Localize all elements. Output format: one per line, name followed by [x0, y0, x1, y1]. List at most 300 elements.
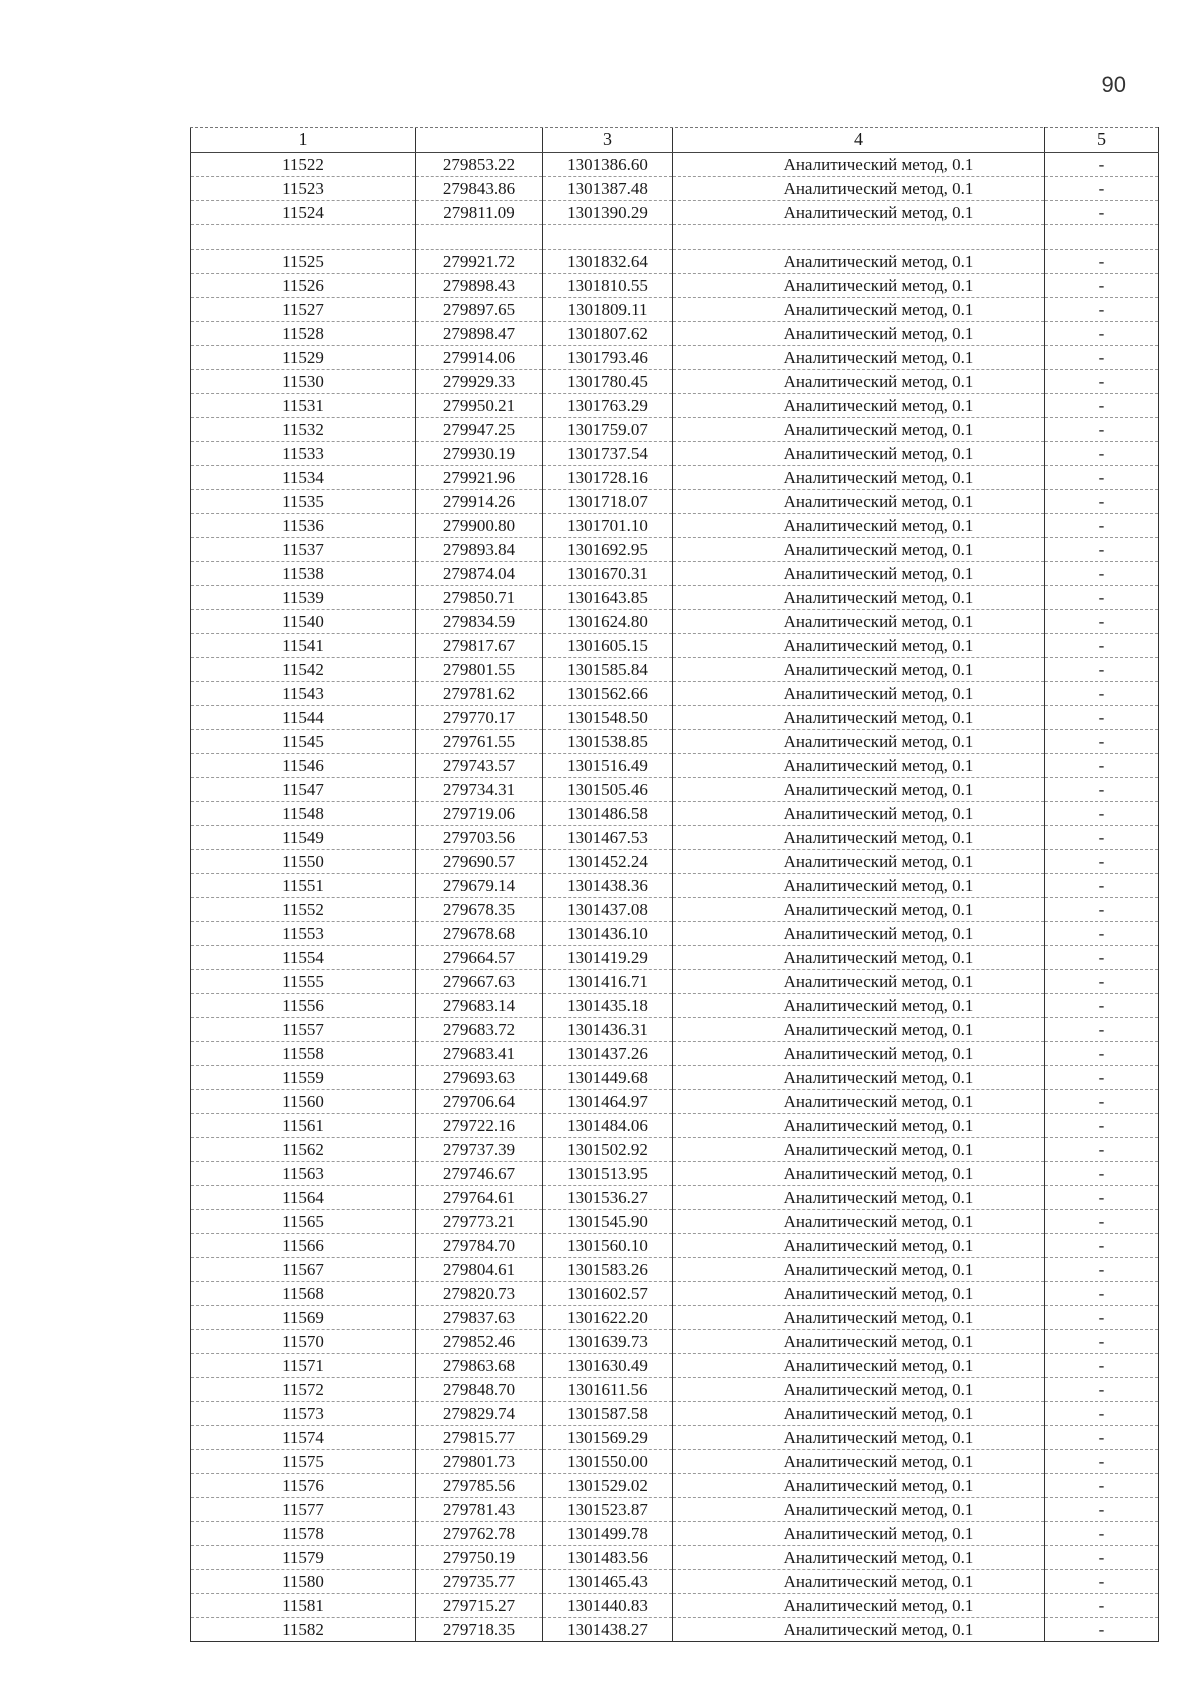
y-coordinate-cell: 1301484.06 — [543, 1114, 673, 1138]
column-5-cell: - — [1045, 1234, 1159, 1258]
method-cell: Аналитический метод, 0.1 — [673, 826, 1045, 850]
point-number-cell: 11565 — [191, 1210, 416, 1234]
y-coordinate-cell: 1301499.78 — [543, 1522, 673, 1546]
column-5-cell: - — [1045, 514, 1159, 538]
column-5-cell: - — [1045, 682, 1159, 706]
x-coordinate-cell: 279893.84 — [416, 538, 543, 562]
point-number-cell: 11560 — [191, 1090, 416, 1114]
y-coordinate-cell: 1301513.95 — [543, 1162, 673, 1186]
table-row — [191, 946, 1159, 970]
point-number-cell: 11575 — [191, 1450, 416, 1474]
method-cell: Аналитический метод, 0.1 — [673, 1498, 1045, 1522]
table-row — [191, 1234, 1159, 1258]
method-cell: Аналитический метод, 0.1 — [673, 346, 1045, 370]
table-row — [191, 1498, 1159, 1522]
table-row — [191, 826, 1159, 850]
method-cell: Аналитический метод, 0.1 — [673, 946, 1045, 970]
x-coordinate-cell: 279750.19 — [416, 1546, 543, 1570]
x-coordinate-cell: 279837.63 — [416, 1306, 543, 1330]
table-row — [191, 1426, 1159, 1450]
x-coordinate-cell: 279897.65 — [416, 298, 543, 322]
column-5-cell: - — [1045, 1114, 1159, 1138]
method-cell: Аналитический метод, 0.1 — [673, 1018, 1045, 1042]
column-header-2 — [416, 127, 543, 153]
column-5-cell: - — [1045, 322, 1159, 346]
method-cell: Аналитический метод, 0.1 — [673, 466, 1045, 490]
column-5-cell: - — [1045, 1330, 1159, 1354]
x-coordinate-cell: 279773.21 — [416, 1210, 543, 1234]
table-row — [191, 970, 1159, 994]
column-5-cell: - — [1045, 562, 1159, 586]
y-coordinate-cell: 1301440.83 — [543, 1594, 673, 1618]
column-5-cell: - — [1045, 1378, 1159, 1402]
column-5-cell: - — [1045, 898, 1159, 922]
table-row — [191, 1138, 1159, 1162]
method-cell: Аналитический метод, 0.1 — [673, 898, 1045, 922]
table-row — [191, 1186, 1159, 1210]
point-number-cell: 11523 — [191, 177, 416, 201]
column-5-cell: - — [1045, 610, 1159, 634]
y-coordinate-cell: 1301611.56 — [543, 1378, 673, 1402]
y-coordinate-cell: 1301587.58 — [543, 1402, 673, 1426]
y-coordinate-cell: 1301583.26 — [543, 1258, 673, 1282]
method-cell: Аналитический метод, 0.1 — [673, 1090, 1045, 1114]
column-5-cell: - — [1045, 538, 1159, 562]
column-5-cell: - — [1045, 1594, 1159, 1618]
point-number-cell: 11542 — [191, 658, 416, 682]
column-5-cell: - — [1045, 370, 1159, 394]
y-coordinate-cell: 1301605.15 — [543, 634, 673, 658]
point-number-cell: 11538 — [191, 562, 416, 586]
method-cell: Аналитический метод, 0.1 — [673, 1210, 1045, 1234]
column-5-cell: - — [1045, 874, 1159, 898]
table-row — [191, 850, 1159, 874]
table-row — [191, 898, 1159, 922]
x-coordinate-cell: 279874.04 — [416, 562, 543, 586]
x-coordinate-cell: 279784.70 — [416, 1234, 543, 1258]
y-coordinate-cell: 1301464.97 — [543, 1090, 673, 1114]
y-coordinate-cell: 1301505.46 — [543, 778, 673, 802]
y-coordinate-cell: 1301438.36 — [543, 874, 673, 898]
point-number-cell: 11522 — [191, 153, 416, 177]
table-row — [191, 922, 1159, 946]
point-number-cell: 11533 — [191, 442, 416, 466]
point-number-cell: 11532 — [191, 418, 416, 442]
table-row — [191, 1594, 1159, 1618]
x-coordinate-cell: 279801.55 — [416, 658, 543, 682]
point-number-cell: 11529 — [191, 346, 416, 370]
method-cell: Аналитический метод, 0.1 — [673, 538, 1045, 562]
x-coordinate-cell: 279853.22 — [416, 153, 543, 177]
method-cell: Аналитический метод, 0.1 — [673, 1378, 1045, 1402]
table-row — [191, 1522, 1159, 1546]
x-coordinate-cell: 279693.63 — [416, 1066, 543, 1090]
column-5-cell: - — [1045, 177, 1159, 201]
table-row — [191, 1354, 1159, 1378]
column-5-cell: - — [1045, 1354, 1159, 1378]
point-number-cell: 11545 — [191, 730, 416, 754]
table-row — [191, 418, 1159, 442]
x-coordinate-cell: 279667.63 — [416, 970, 543, 994]
method-cell: Аналитический метод, 0.1 — [673, 1162, 1045, 1186]
method-cell: Аналитический метод, 0.1 — [673, 177, 1045, 201]
method-cell: Аналитический метод, 0.1 — [673, 586, 1045, 610]
method-cell: Аналитический метод, 0.1 — [673, 1306, 1045, 1330]
column-5-cell: - — [1045, 730, 1159, 754]
table-row — [191, 562, 1159, 586]
coordinates-table-container — [190, 127, 1158, 1642]
table-row — [191, 1402, 1159, 1426]
point-number-cell: 11548 — [191, 802, 416, 826]
y-coordinate-cell: 1301793.46 — [543, 346, 673, 370]
table-row — [191, 1306, 1159, 1330]
column-5-cell: - — [1045, 490, 1159, 514]
y-coordinate-cell: 1301483.56 — [543, 1546, 673, 1570]
y-coordinate-cell: 1301622.20 — [543, 1306, 673, 1330]
point-number-cell: 11558 — [191, 1042, 416, 1066]
method-cell: Аналитический метод, 0.1 — [673, 1042, 1045, 1066]
table-row — [191, 490, 1159, 514]
point-number-cell: 11563 — [191, 1162, 416, 1186]
x-coordinate-cell: 279683.14 — [416, 994, 543, 1018]
column-5-cell: - — [1045, 418, 1159, 442]
method-cell: Аналитический метод, 0.1 — [673, 1402, 1045, 1426]
y-coordinate-cell: 1301545.90 — [543, 1210, 673, 1234]
y-coordinate-cell: 1301728.16 — [543, 466, 673, 490]
point-number-cell: 11581 — [191, 1594, 416, 1618]
point-number-cell: 11580 — [191, 1570, 416, 1594]
method-cell: Аналитический метод, 0.1 — [673, 562, 1045, 586]
y-coordinate-cell: 1301390.29 — [543, 201, 673, 225]
column-header-5: 5 — [1045, 127, 1159, 153]
method-cell: Аналитический метод, 0.1 — [673, 1258, 1045, 1282]
column-5-cell: - — [1045, 946, 1159, 970]
y-coordinate-cell: 1301416.71 — [543, 970, 673, 994]
point-number-cell: 11554 — [191, 946, 416, 970]
x-coordinate-cell: 279914.26 — [416, 490, 543, 514]
y-coordinate-cell: 1301807.62 — [543, 322, 673, 346]
x-coordinate-cell: 279743.57 — [416, 754, 543, 778]
column-5-cell: - — [1045, 802, 1159, 826]
point-number-cell: 11530 — [191, 370, 416, 394]
x-coordinate-cell: 279722.16 — [416, 1114, 543, 1138]
table-row — [191, 538, 1159, 562]
y-coordinate-cell: 1301516.49 — [543, 754, 673, 778]
method-cell: Аналитический метод, 0.1 — [673, 922, 1045, 946]
table-row — [191, 1042, 1159, 1066]
method-cell: Аналитический метод, 0.1 — [673, 201, 1045, 225]
x-coordinate-cell: 279781.43 — [416, 1498, 543, 1522]
y-coordinate-cell: 1301529.02 — [543, 1474, 673, 1498]
method-cell: Аналитический метод, 0.1 — [673, 153, 1045, 177]
method-cell: Аналитический метод, 0.1 — [673, 1570, 1045, 1594]
y-coordinate-cell: 1301701.10 — [543, 514, 673, 538]
column-5-cell: - — [1045, 1426, 1159, 1450]
table-row — [191, 1282, 1159, 1306]
method-cell: Аналитический метод, 0.1 — [673, 1282, 1045, 1306]
method-cell: Аналитический метод, 0.1 — [673, 370, 1045, 394]
x-coordinate-cell: 279898.43 — [416, 274, 543, 298]
table-row — [191, 682, 1159, 706]
group-separator-row — [191, 225, 1159, 250]
y-coordinate-cell: 1301465.43 — [543, 1570, 673, 1594]
coordinates-table — [190, 127, 1159, 1642]
y-coordinate-cell: 1301809.11 — [543, 298, 673, 322]
method-cell: Аналитический метод, 0.1 — [673, 1234, 1045, 1258]
x-coordinate-cell: 279811.09 — [416, 201, 543, 225]
x-coordinate-cell: 279762.78 — [416, 1522, 543, 1546]
table-row — [191, 1210, 1159, 1234]
point-number-cell: 11551 — [191, 874, 416, 898]
column-5-cell: - — [1045, 442, 1159, 466]
point-number-cell: 11526 — [191, 274, 416, 298]
point-number-cell: 11527 — [191, 298, 416, 322]
method-cell: Аналитический метод, 0.1 — [673, 1450, 1045, 1474]
table-row — [191, 250, 1159, 274]
column-5-cell: - — [1045, 706, 1159, 730]
column-5-cell: - — [1045, 658, 1159, 682]
table-body — [191, 127, 1159, 1642]
table-row — [191, 586, 1159, 610]
table-row — [191, 394, 1159, 418]
table-row — [191, 442, 1159, 466]
y-coordinate-cell: 1301780.45 — [543, 370, 673, 394]
y-coordinate-cell: 1301692.95 — [543, 538, 673, 562]
point-number-cell: 11556 — [191, 994, 416, 1018]
x-coordinate-cell: 279921.96 — [416, 466, 543, 490]
point-number-cell: 11536 — [191, 514, 416, 538]
column-5-cell: - — [1045, 754, 1159, 778]
method-cell: Аналитический метод, 0.1 — [673, 778, 1045, 802]
y-coordinate-cell: 1301630.49 — [543, 1354, 673, 1378]
point-number-cell: 11566 — [191, 1234, 416, 1258]
column-5-cell: - — [1045, 394, 1159, 418]
table-row — [191, 1162, 1159, 1186]
column-5-cell: - — [1045, 1186, 1159, 1210]
y-coordinate-cell: 1301538.85 — [543, 730, 673, 754]
table-row — [191, 153, 1159, 177]
table-row — [191, 466, 1159, 490]
column-5-cell: - — [1045, 1618, 1159, 1642]
y-coordinate-cell: 1301436.31 — [543, 1018, 673, 1042]
empty-cell — [1045, 225, 1159, 250]
method-cell: Аналитический метод, 0.1 — [673, 802, 1045, 826]
column-5-cell: - — [1045, 1018, 1159, 1042]
x-coordinate-cell: 279820.73 — [416, 1282, 543, 1306]
table-row — [191, 1066, 1159, 1090]
table-row — [191, 514, 1159, 538]
column-5-cell: - — [1045, 1570, 1159, 1594]
column-5-cell: - — [1045, 1402, 1159, 1426]
y-coordinate-cell: 1301585.84 — [543, 658, 673, 682]
table-row — [191, 1258, 1159, 1282]
table-row — [191, 346, 1159, 370]
x-coordinate-cell: 279898.47 — [416, 322, 543, 346]
method-cell: Аналитический метод, 0.1 — [673, 1618, 1045, 1642]
table-row — [191, 1546, 1159, 1570]
x-coordinate-cell: 279678.68 — [416, 922, 543, 946]
table-row — [191, 874, 1159, 898]
y-coordinate-cell: 1301437.08 — [543, 898, 673, 922]
x-coordinate-cell: 279703.56 — [416, 826, 543, 850]
column-5-cell: - — [1045, 826, 1159, 850]
column-5-cell: - — [1045, 201, 1159, 225]
y-coordinate-cell: 1301523.87 — [543, 1498, 673, 1522]
y-coordinate-cell: 1301452.24 — [543, 850, 673, 874]
x-coordinate-cell: 279850.71 — [416, 586, 543, 610]
x-coordinate-cell: 279950.21 — [416, 394, 543, 418]
method-cell: Аналитический метод, 0.1 — [673, 658, 1045, 682]
point-number-cell: 11557 — [191, 1018, 416, 1042]
column-5-cell: - — [1045, 1090, 1159, 1114]
point-number-cell: 11549 — [191, 826, 416, 850]
point-number-cell: 11561 — [191, 1114, 416, 1138]
column-5-cell: - — [1045, 778, 1159, 802]
method-cell: Аналитический метод, 0.1 — [673, 874, 1045, 898]
x-coordinate-cell: 279735.77 — [416, 1570, 543, 1594]
x-coordinate-cell: 279930.19 — [416, 442, 543, 466]
column-5-cell: - — [1045, 1138, 1159, 1162]
point-number-cell: 11569 — [191, 1306, 416, 1330]
method-cell: Аналитический метод, 0.1 — [673, 442, 1045, 466]
x-coordinate-cell: 279679.14 — [416, 874, 543, 898]
x-coordinate-cell: 279746.67 — [416, 1162, 543, 1186]
method-cell: Аналитический метод, 0.1 — [673, 1546, 1045, 1570]
table-row — [191, 1090, 1159, 1114]
point-number-cell: 11544 — [191, 706, 416, 730]
empty-cell — [191, 225, 416, 250]
x-coordinate-cell: 279815.77 — [416, 1426, 543, 1450]
y-coordinate-cell: 1301437.26 — [543, 1042, 673, 1066]
column-5-cell: - — [1045, 1210, 1159, 1234]
point-number-cell: 11562 — [191, 1138, 416, 1162]
method-cell: Аналитический метод, 0.1 — [673, 1474, 1045, 1498]
method-cell: Аналитический метод, 0.1 — [673, 490, 1045, 514]
x-coordinate-cell: 279914.06 — [416, 346, 543, 370]
point-number-cell: 11525 — [191, 250, 416, 274]
y-coordinate-cell: 1301536.27 — [543, 1186, 673, 1210]
method-cell: Аналитический метод, 0.1 — [673, 394, 1045, 418]
y-coordinate-cell: 1301560.10 — [543, 1234, 673, 1258]
table-row — [191, 1450, 1159, 1474]
point-number-cell: 11543 — [191, 682, 416, 706]
y-coordinate-cell: 1301624.80 — [543, 610, 673, 634]
table-row — [191, 201, 1159, 225]
point-number-cell: 11539 — [191, 586, 416, 610]
point-number-cell: 11559 — [191, 1066, 416, 1090]
method-cell: Аналитический метод, 0.1 — [673, 754, 1045, 778]
y-coordinate-cell: 1301810.55 — [543, 274, 673, 298]
table-row — [191, 634, 1159, 658]
method-cell: Аналитический метод, 0.1 — [673, 730, 1045, 754]
method-cell: Аналитический метод, 0.1 — [673, 274, 1045, 298]
column-5-cell: - — [1045, 586, 1159, 610]
column-header-3: 3 — [543, 127, 673, 153]
x-coordinate-cell: 279921.72 — [416, 250, 543, 274]
column-5-cell: - — [1045, 1546, 1159, 1570]
column-5-cell: - — [1045, 1258, 1159, 1282]
table-row — [191, 274, 1159, 298]
x-coordinate-cell: 279683.72 — [416, 1018, 543, 1042]
y-coordinate-cell: 1301387.48 — [543, 177, 673, 201]
point-number-cell: 11567 — [191, 1258, 416, 1282]
x-coordinate-cell: 279690.57 — [416, 850, 543, 874]
point-number-cell: 11550 — [191, 850, 416, 874]
point-number-cell: 11576 — [191, 1474, 416, 1498]
x-coordinate-cell: 279900.80 — [416, 514, 543, 538]
column-5-cell: - — [1045, 1162, 1159, 1186]
x-coordinate-cell: 279664.57 — [416, 946, 543, 970]
method-cell: Аналитический метод, 0.1 — [673, 850, 1045, 874]
table-row — [191, 754, 1159, 778]
x-coordinate-cell: 279770.17 — [416, 706, 543, 730]
point-number-cell: 11572 — [191, 1378, 416, 1402]
x-coordinate-cell: 279929.33 — [416, 370, 543, 394]
column-header-1: 1 — [191, 127, 416, 153]
point-number-cell: 11553 — [191, 922, 416, 946]
table-row — [191, 610, 1159, 634]
table-row — [191, 1474, 1159, 1498]
method-cell: Аналитический метод, 0.1 — [673, 994, 1045, 1018]
table-row — [191, 802, 1159, 826]
column-5-cell: - — [1045, 274, 1159, 298]
y-coordinate-cell: 1301467.53 — [543, 826, 673, 850]
point-number-cell: 11564 — [191, 1186, 416, 1210]
column-5-cell: - — [1045, 250, 1159, 274]
y-coordinate-cell: 1301435.18 — [543, 994, 673, 1018]
y-coordinate-cell: 1301832.64 — [543, 250, 673, 274]
x-coordinate-cell: 279804.61 — [416, 1258, 543, 1282]
point-number-cell: 11546 — [191, 754, 416, 778]
table-row — [191, 1114, 1159, 1138]
x-coordinate-cell: 279817.67 — [416, 634, 543, 658]
point-number-cell: 11528 — [191, 322, 416, 346]
column-5-cell: - — [1045, 1450, 1159, 1474]
point-number-cell: 11552 — [191, 898, 416, 922]
y-coordinate-cell: 1301550.00 — [543, 1450, 673, 1474]
y-coordinate-cell: 1301502.92 — [543, 1138, 673, 1162]
point-number-cell: 11537 — [191, 538, 416, 562]
table-row — [191, 658, 1159, 682]
method-cell: Аналитический метод, 0.1 — [673, 706, 1045, 730]
x-coordinate-cell: 279706.64 — [416, 1090, 543, 1114]
column-5-cell: - — [1045, 994, 1159, 1018]
method-cell: Аналитический метод, 0.1 — [673, 514, 1045, 538]
y-coordinate-cell: 1301562.66 — [543, 682, 673, 706]
x-coordinate-cell: 279848.70 — [416, 1378, 543, 1402]
point-number-cell: 11579 — [191, 1546, 416, 1570]
empty-cell — [673, 225, 1045, 250]
column-5-cell: - — [1045, 466, 1159, 490]
table-row — [191, 177, 1159, 201]
page-number: 90 — [1101, 72, 1126, 97]
table-row — [191, 994, 1159, 1018]
y-coordinate-cell: 1301386.60 — [543, 153, 673, 177]
method-cell: Аналитический метод, 0.1 — [673, 1138, 1045, 1162]
y-coordinate-cell: 1301436.10 — [543, 922, 673, 946]
table-row — [191, 1618, 1159, 1642]
method-cell: Аналитический метод, 0.1 — [673, 418, 1045, 442]
table-row — [191, 778, 1159, 802]
x-coordinate-cell: 279834.59 — [416, 610, 543, 634]
point-number-cell: 11574 — [191, 1426, 416, 1450]
x-coordinate-cell: 279852.46 — [416, 1330, 543, 1354]
column-5-cell: - — [1045, 1306, 1159, 1330]
point-number-cell: 11570 — [191, 1330, 416, 1354]
x-coordinate-cell: 279863.68 — [416, 1354, 543, 1378]
table-row — [191, 1378, 1159, 1402]
method-cell: Аналитический метод, 0.1 — [673, 1186, 1045, 1210]
